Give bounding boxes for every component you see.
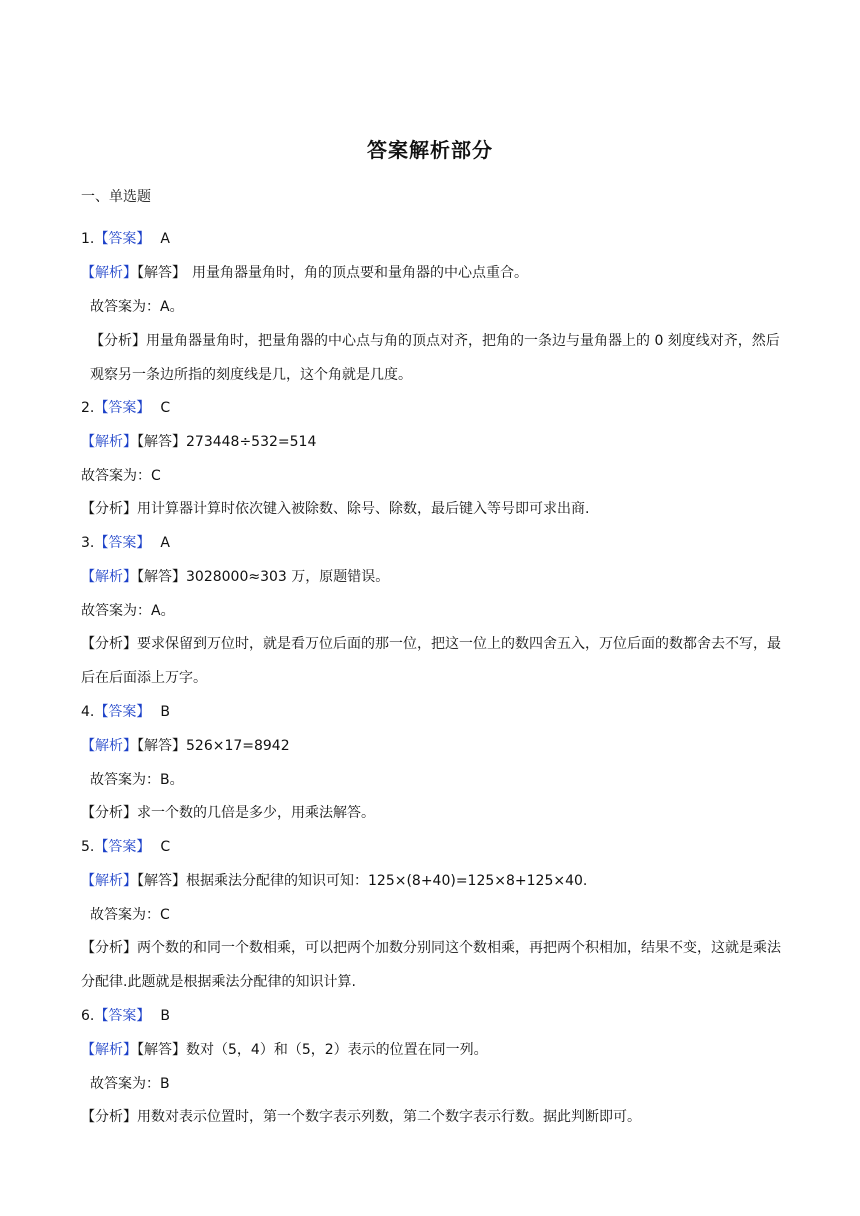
remark-tag: 【分析】: [81, 636, 137, 652]
answer-tag: 【答案】: [94, 231, 151, 247]
section-heading: 一、单选题: [81, 189, 151, 205]
q2-number: 2.: [81, 400, 95, 416]
analysis-tag: 【解析】: [81, 738, 137, 754]
q4-answer-line: [81, 702, 781, 722]
q4-solution-text: 526×17=8942: [186, 738, 290, 754]
q2-solution-line: [81, 432, 781, 452]
q2-solution-text: 273448÷532=514: [186, 434, 317, 450]
remark-tag: 【分析】: [81, 805, 137, 821]
answer-tag: 【答案】: [94, 400, 151, 416]
q2-answer-line: [81, 398, 781, 418]
answer-tag: 【答案】: [94, 1008, 151, 1024]
q6-analysis: [81, 1107, 781, 1127]
remark-tag: 【分析】: [81, 501, 137, 517]
q4-conclusion: 故答案为：B。: [90, 772, 184, 788]
answer-tag: 【答案】: [94, 535, 151, 551]
q4-solution-line: [81, 736, 781, 756]
q6-solution-line: [81, 1040, 781, 1060]
q5-analysis: [81, 931, 781, 999]
remark-tag: 【分析】: [90, 333, 146, 349]
remark-tag: 【分析】: [81, 940, 137, 956]
q6-solution-text: 数对（5，4）和（5，2）表示的位置在同一列。: [186, 1042, 488, 1058]
q2-answer-value: C: [160, 400, 171, 416]
solution-tag: 【解答】: [137, 569, 186, 585]
q5-answer-value: C: [160, 839, 171, 855]
analysis-tag: 【解析】: [81, 569, 137, 585]
remark-tag: 【分析】: [81, 1109, 137, 1125]
q1-solution-line: [81, 263, 781, 283]
q1-answer-value: A: [160, 231, 170, 247]
answer-tag: 【答案】: [94, 839, 151, 855]
page-title: 答案解析部分: [367, 138, 493, 162]
solution-tag: 【解答】: [137, 738, 186, 754]
q5-conclusion: 故答案为：C: [90, 907, 170, 923]
q5-analysis-text: 两个数的和同一个数相乘，可以把两个加数分别同这个数相乘，再把两个积相加，结果不变，这就是乘法分配律.此题就是根据乘法分配律的知识计算.: [81, 940, 781, 990]
q3-answer-value: A: [160, 535, 170, 551]
solution-tag: 【解答】: [137, 873, 186, 889]
q1-analysis: [81, 324, 790, 392]
q6-answer-value: B: [160, 1008, 170, 1024]
solution-tag: 【解答】: [137, 1042, 186, 1058]
analysis-tag: 【解析】: [81, 873, 137, 889]
q1-analysis-text: 用量角器量角时，把量角器的中心点与角的顶点对齐，把角的一条边与量角器上的 0 刻度线对齐，然后观察另一条边所指的刻度线是几，这个角就是几度。: [90, 333, 780, 383]
solution-tag: 【解答】: [137, 434, 186, 450]
q3-solution-line: [81, 567, 781, 587]
q2-analysis-text: 用计算器计算时依次键入被除数、除号、除数，最后键入等号即可求出商.: [137, 501, 590, 517]
q1-conclusion: 故答案为：A。: [90, 299, 184, 315]
q6-analysis-text: 用数对表示位置时，第一个数字表示列数，第二个数字表示行数。据此判断即可。: [137, 1109, 641, 1125]
q4-analysis-text: 求一个数的几倍是多少，用乘法解答。: [137, 805, 375, 821]
q4-number: 4.: [81, 704, 95, 720]
q3-analysis: [81, 627, 781, 695]
q6-conclusion: 故答案为：B: [90, 1076, 170, 1092]
q4-analysis: [81, 803, 781, 823]
q3-analysis-text: 要求保留到万位时，就是看万位后面的那一位，把这一位上的数四舍五入，万位后面的数都舍去不写，最后在后面添上万字。: [81, 636, 781, 686]
q2-conclusion: 故答案为：C: [81, 468, 161, 484]
q5-number: 5.: [81, 839, 95, 855]
analysis-tag: 【解析】: [81, 1042, 137, 1058]
q1-solution-text: 用量角器量角时，角的顶点要和量角器的中心点重合。: [192, 265, 528, 281]
q2-analysis: [81, 499, 781, 519]
q4-answer-value: B: [160, 704, 170, 720]
q6-number: 6.: [81, 1008, 95, 1024]
q5-answer-line: [81, 837, 781, 857]
q3-solution-text: 3028000≈303 万，原题错误。: [186, 569, 390, 585]
q6-answer-line: [81, 1006, 781, 1026]
q1-number: 1.: [81, 231, 95, 247]
q1-answer-line: [81, 229, 781, 249]
analysis-tag: 【解析】: [81, 434, 137, 450]
q5-solution-text: 根据乘法分配律的知识可知：125×(8+40)=125×8+125×40.: [186, 873, 588, 889]
answer-tag: 【答案】: [94, 704, 151, 720]
q3-number: 3.: [81, 535, 95, 551]
q3-conclusion: 故答案为：A。: [81, 603, 175, 619]
analysis-tag: 【解析】: [81, 265, 137, 281]
q3-answer-line: [81, 533, 781, 553]
solution-tag: 【解答】: [137, 265, 186, 281]
q5-solution-line: [81, 871, 781, 891]
